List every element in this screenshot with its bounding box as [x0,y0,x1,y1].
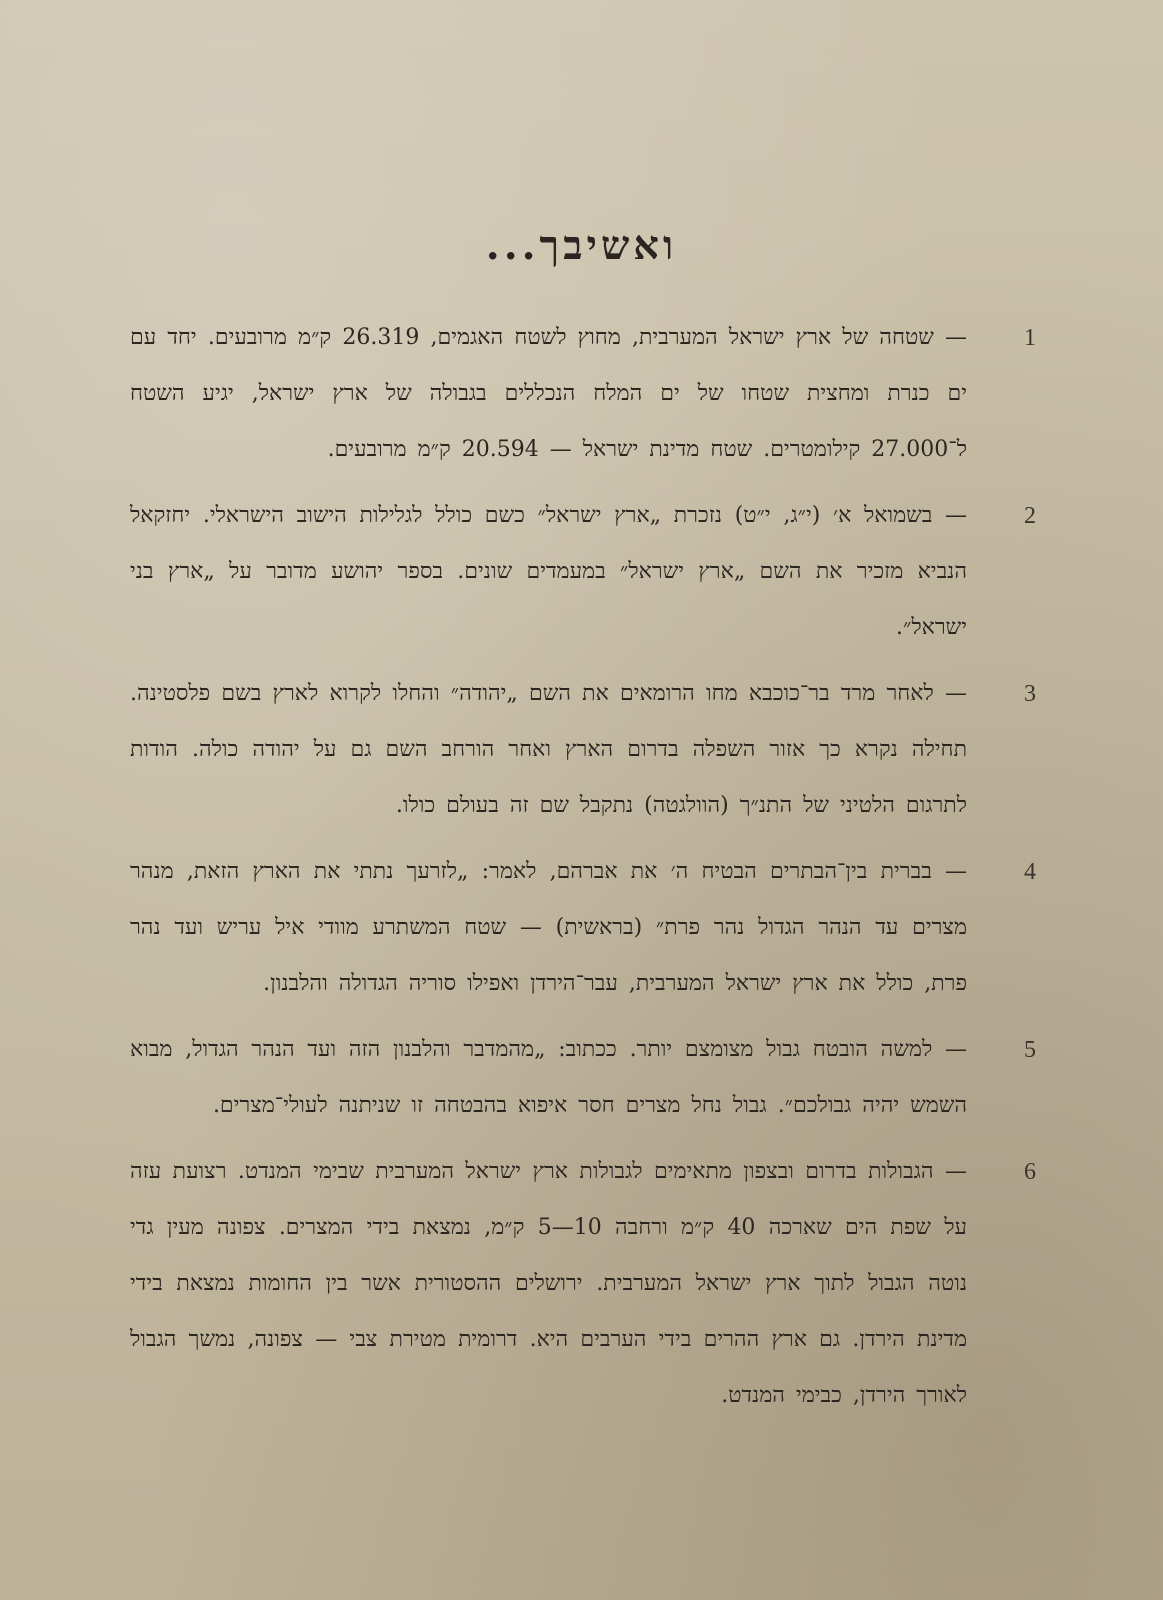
note-text: — הגבולות בדרום ובצפון מתאימים לגבולות ארץ ישראל המערבית שבימי המנדט. רצועת עזה על שפת הים שארכה 40 ק״מ ורחבה 10—5 ק״מ, נמצאת בידי המצרים. צפונה מעין גדי נוטה הגבול לתוך ארץ ישראל המערבית. ירושלים ההסטורית אשר בין החומות נמצאת בידי מדינת הירדן. גם ארץ ההרים בידי הערבים היא. דרומית מטירת צבי — צפונה, נמשך הגבול לאורך הירדן, כבימי המנדט. [130,1159,967,1408]
note-number: 2 [1024,503,1036,529]
note-number: 3 [1024,681,1036,707]
note-number: 1 [1024,325,1036,351]
note-text: — בשמואל א׳ (י״ג, י״ט) נזכרת „ארץ ישראל״ כשם כולל לגלילות הישוב הישראלי. יחזקאל הנביא מזכיר את השם „ארץ ישראל״ במעמדים שונים. בספר יהושע מדובר על „ארץ בני ישראל״. [130,503,967,640]
note-item [130,844,1045,1012]
note-text: — שטחה של ארץ ישראל המערבית, מחוץ לשטח האגמים, 26.319 ק״מ מרובעים. יחד עם ים כנרת ומחצית שטחו של ים המלח הנכללים בגבולה של ארץ ישראל, יגיע השטח ל־27.000 קילומטרים. שטח מדינת ישראל — 20.594 ק״מ מרובעים. [130,325,967,462]
note-number: 6 [1024,1159,1036,1185]
note-number: 5 [1024,1037,1036,1063]
note-text: — למשה הובטח גבול מצומצם יותר. ככתוב: „מהמדבר והלבנון הזה ועד הנהר הגדול, מבוא השמש יהיה גבולכם״. גבול נחל מצרים חסר איפוא בהבטחה זו שניתנה לעולי־מצרים. [130,1037,967,1118]
note-number: 4 [1024,859,1036,885]
note-text: — בברית בין־הבתרים הבטיח ה׳ את אברהם, לאמר: „לזרעך נתתי את הארץ הזאת, מנהר מצרים עד הנהר הגדול נהר פרת״ (בראשית) — שטח המשתרע מוודי איל עריש ועד נהר פרת, כולל את ארץ ישראל המערבית, עבר־הירדן ואפילו סוריה הגדולה והלבנון. [130,859,967,996]
note-text: — לאחר מרד בר־כוכבא מחו הרומאים את השם „יהודה״ והחלו לקרוא לארץ בשם פלסטינה. תחילה נקרא כך אזור השפלה בדרום הארץ ואחר הורחב השם גם על יהודה כולה. הודות לתרגום הלטיני של התנ״ך (הוולגטה) נתקבל שם זה בעולם כולו. [130,681,967,818]
page-title: ואשיבך... [485,222,678,269]
note-item [130,488,1045,656]
note-item [130,1144,1045,1424]
note-item [130,666,1045,834]
note-item [130,1022,1045,1134]
note-item [130,310,1045,478]
notes-list [130,310,1045,1434]
